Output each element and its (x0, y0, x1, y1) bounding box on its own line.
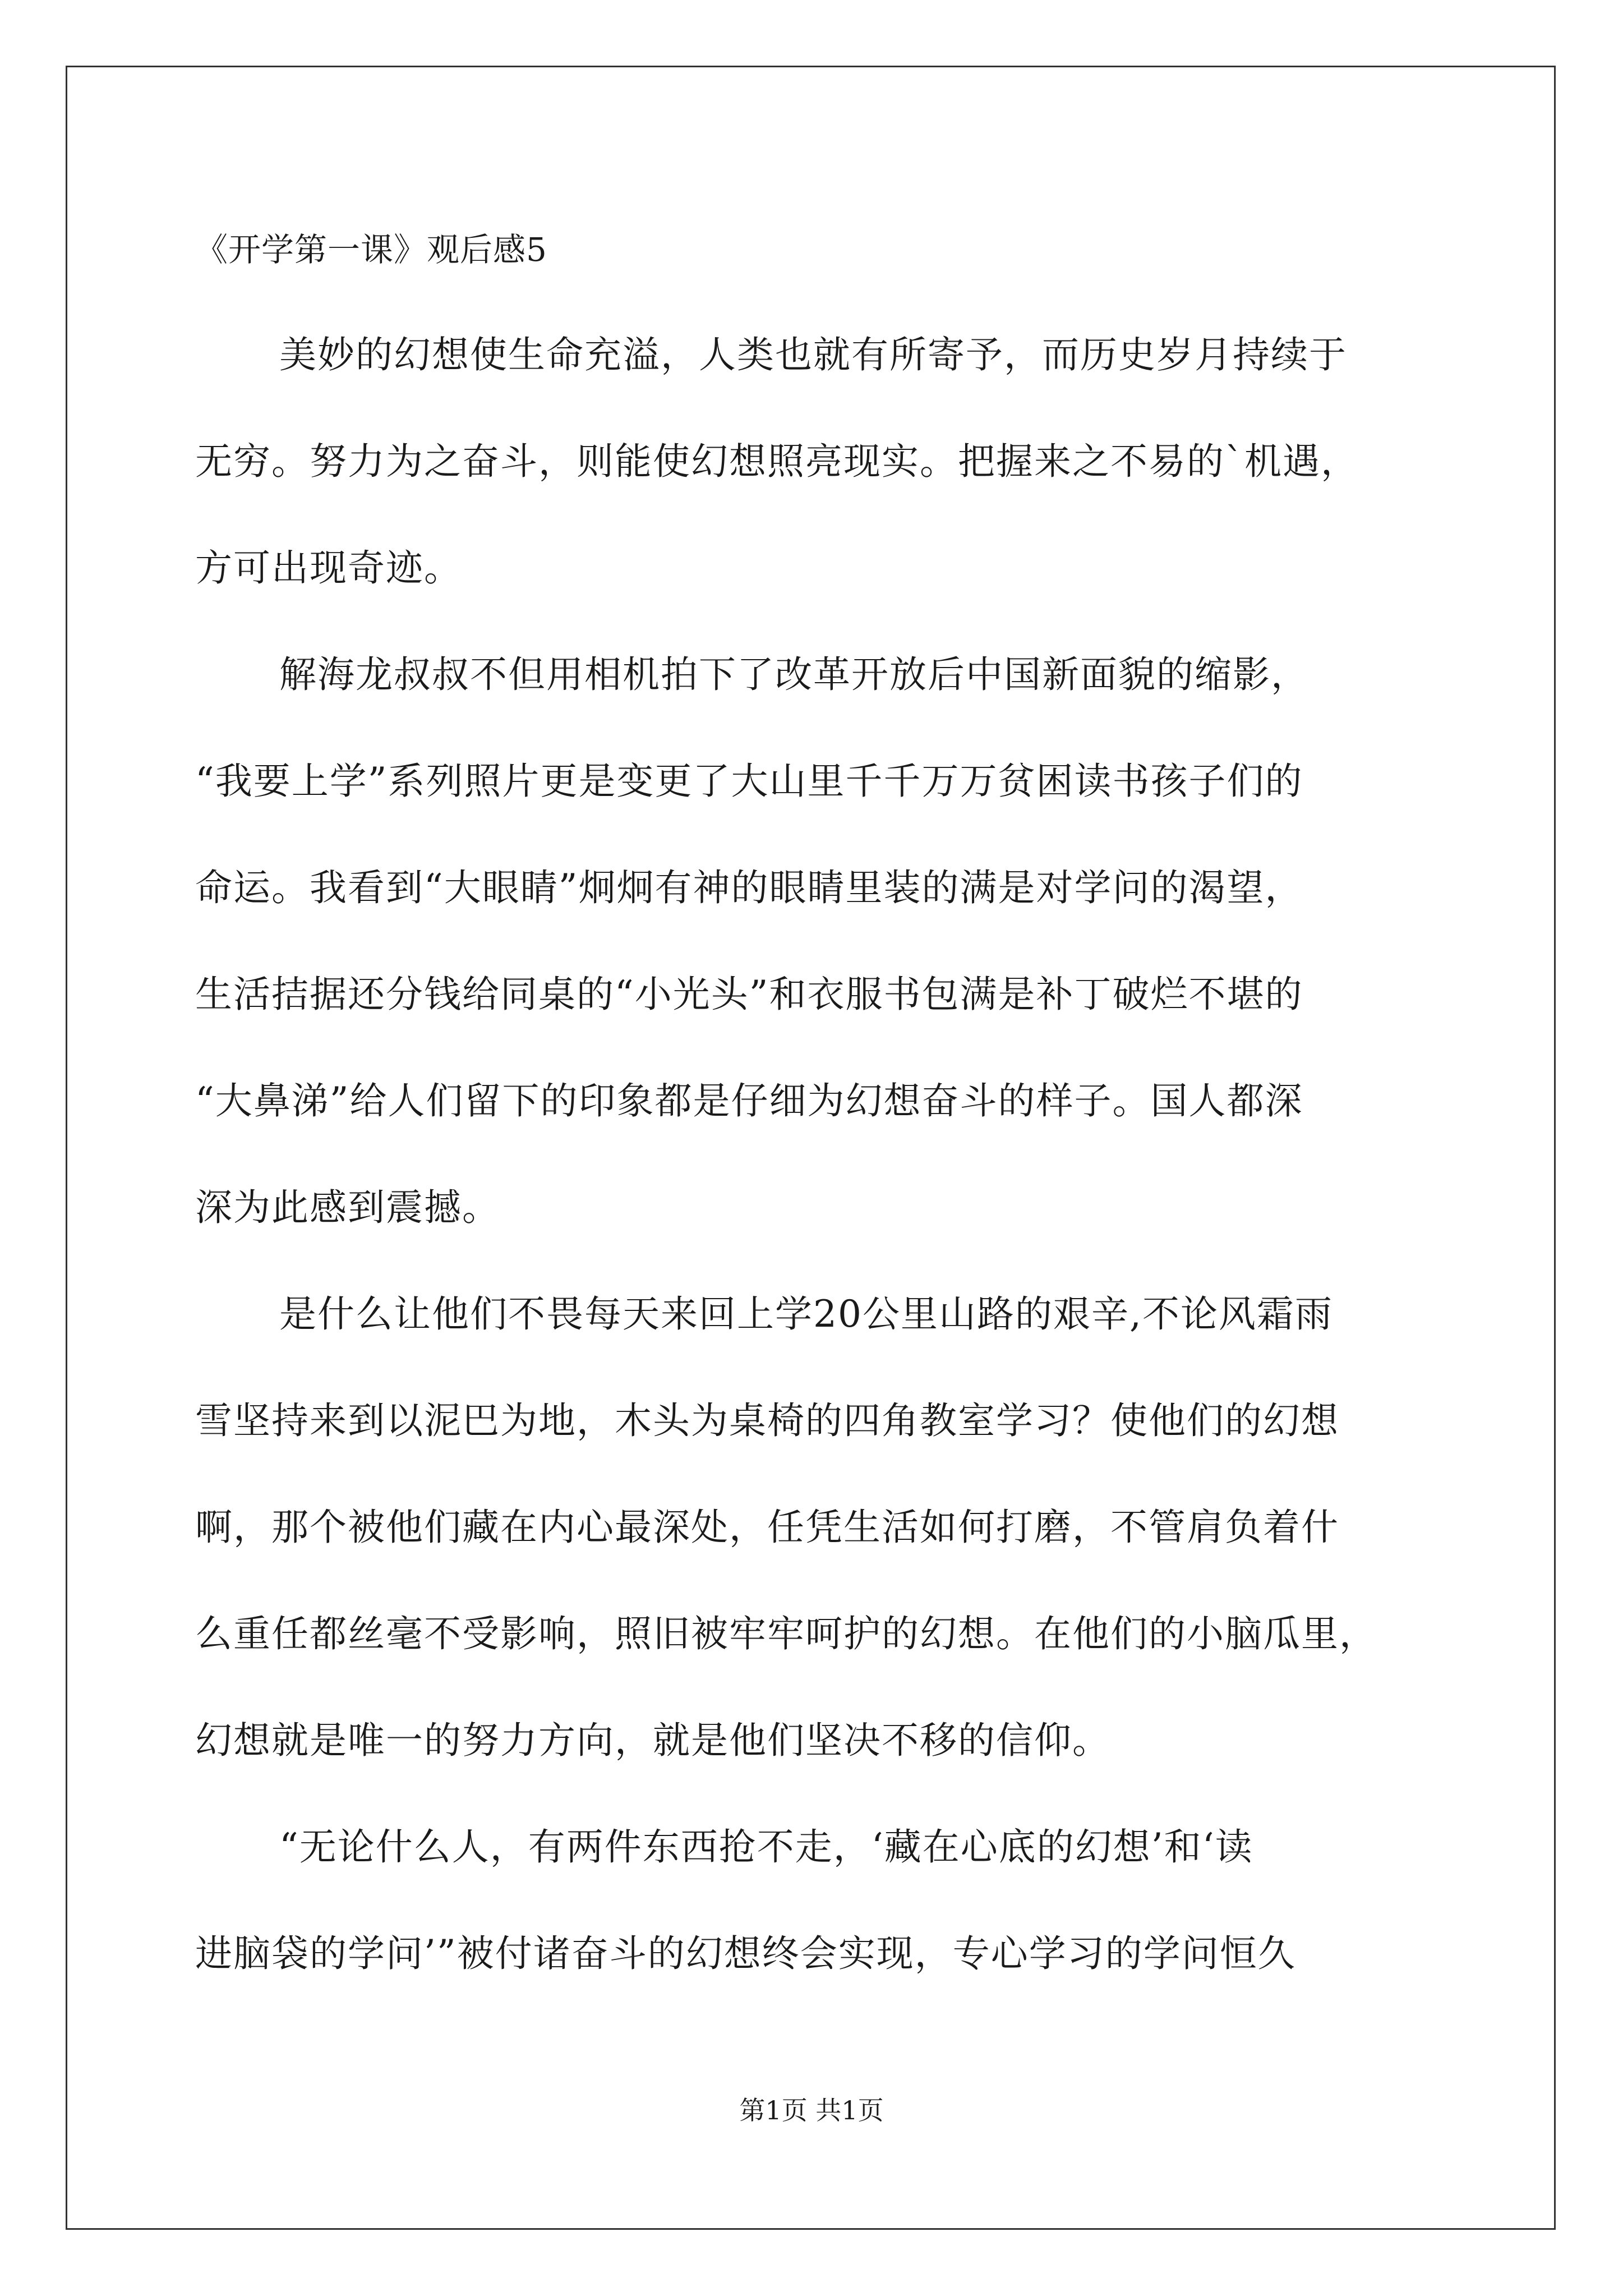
paragraph-line: “无论什么人，有两件东西抢不走，‘藏在心底的幻想’和‘读 (279, 1825, 1253, 1869)
document-title: 《开学第一课》观后感5 (195, 231, 547, 269)
page-border (66, 66, 1556, 2230)
paragraph-line: 深为此感到震撼。 (195, 1186, 500, 1229)
paragraph-line: 命运。我看到“大眼睛”炯炯有神的眼睛里装的满是对学问的渴望， (195, 866, 1303, 909)
paragraph-line: 美妙的幻想使生命充溢，人类也就有所寄予，而历史岁月持续于 (279, 333, 1347, 376)
paragraph-line: 无穷。努力为之奋斗，则能使幻想照亮现实。把握来之不易的`机遇， (195, 440, 1359, 483)
paragraph-line: “我要上学”系列照片更是变更了大山里千千万万贫困读书孩子们的 (195, 760, 1303, 803)
page-number-footer: 第1页 共1页 (739, 2095, 884, 2125)
paragraph-line: 么重任都丝毫不受影响，照旧被牢牢呵护的幻想。在他们的小脑瓜里， (195, 1612, 1377, 1655)
paragraph-line: 雪坚持来到以泥巴为地，木头为桌椅的四角教室学习？使他们的幻想 (195, 1399, 1339, 1442)
paragraph-line: 进脑袋的学问’”被付诸奋斗的幻想终会实现，专心学习的学问恒久 (195, 1932, 1296, 1975)
paragraph-line: 是什么让他们不畏每天来回上学20公里山路的艰辛,不论风霜雨 (279, 1292, 1333, 1336)
paragraph-line: “大鼻涕”给人们留下的印象都是仔细为幻想奋斗的样子。国人都深 (195, 1079, 1303, 1122)
paragraph-line: 解海龙叔叔不但用相机拍下了改革开放后中国新面貌的缩影， (279, 653, 1309, 696)
paragraph-line: 啊，那个被他们藏在内心最深处，任凭生活如何打磨，不管肩负着什 (195, 1506, 1339, 1549)
paragraph-line: 幻想就是唯一的努力方向，就是他们坚决不移的信仰。 (195, 1719, 1110, 1762)
paragraph-line: 生活拮据还分钱给同桌的“小光头”和衣服书包满是补丁破烂不堪的 (195, 973, 1303, 1016)
paragraph-line: 方可出现奇迹。 (195, 546, 462, 590)
